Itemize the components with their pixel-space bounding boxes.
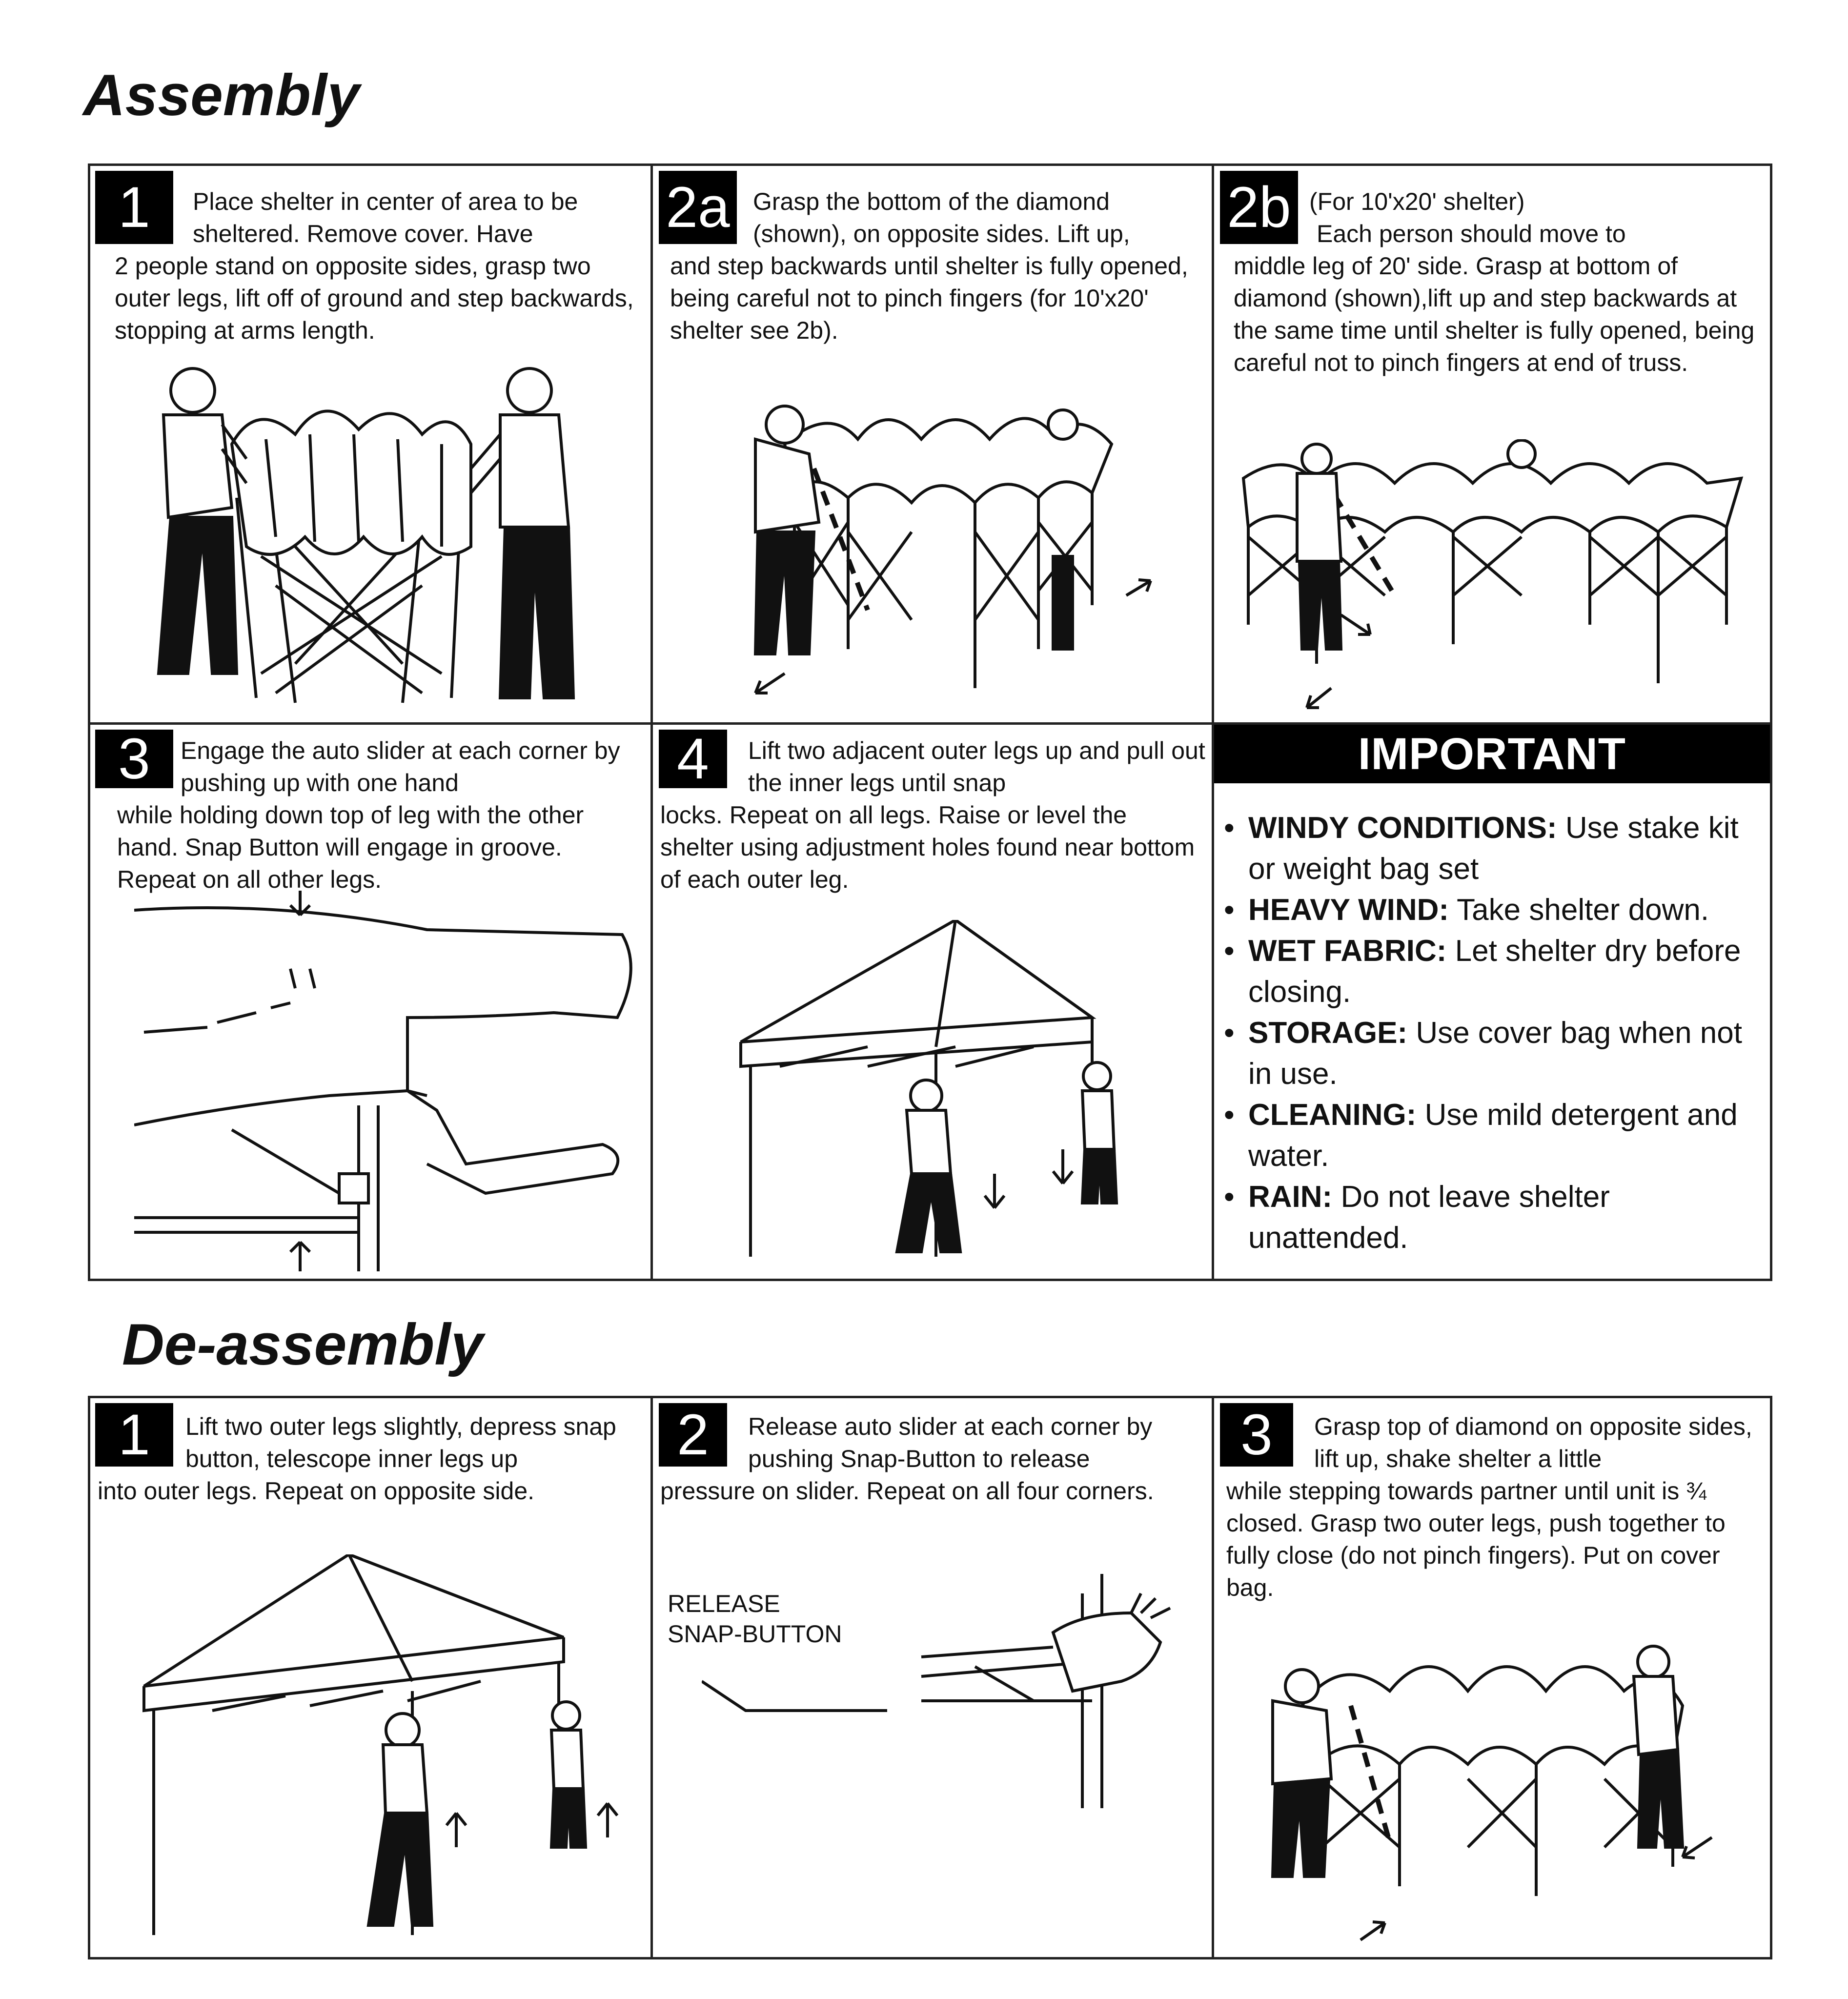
- important-item-rain: • RAIN: Do not leave shelter unattended.: [1224, 1180, 1610, 1255]
- opening-large-shelter-illustration: [1229, 439, 1756, 713]
- step-text: while stepping towards partner until unit is ¾ closed. Grasp two outer legs, push together to fully close (do not pinch fingers). Put on cover bag.: [1226, 1477, 1726, 1601]
- deassembly-step-2: [653, 1398, 1212, 1957]
- important-text: Do not leave shelter unattended.: [1248, 1180, 1610, 1255]
- assembly-step-3: [90, 725, 650, 1279]
- step-text: 2 people stand on opposite sides, grasp two outer legs, lift off of ground and step backwards, stopping at arms length.: [115, 252, 634, 344]
- important-list: [1219, 808, 1760, 1259]
- step-instructions: [98, 1410, 644, 1507]
- step-lead: Lift two outer legs slightly, depress snap button, telescope inner legs up: [185, 1413, 616, 1472]
- step-lead: Grasp the bottom of the diamond (shown), on opposite sides. Lift up,: [753, 188, 1130, 247]
- important-label: WET FABRIC:: [1248, 934, 1447, 968]
- important-item-windy: • WINDY CONDITIONS: Use stake kit or weight bag set: [1224, 811, 1739, 886]
- step-lead: Release auto slider at each corner by pushing Snap-Button to release: [748, 1413, 1153, 1472]
- auto-slider-engage-illustration: [134, 891, 642, 1271]
- assembly-step-2b: [1214, 166, 1770, 722]
- step-number: 3: [1220, 1403, 1293, 1467]
- important-item-storage: • STORAGE: Use cover bag when not in use.: [1224, 1016, 1742, 1091]
- release-label-line-2: SNAP-BUTTON: [668, 1620, 842, 1648]
- important-item-wet-fabric: • WET FABRIC: Let shelter dry before closing.: [1224, 934, 1741, 1009]
- important-text: Use cover bag when not in use.: [1248, 1016, 1742, 1091]
- step-number: 1: [95, 1403, 173, 1467]
- deassembly-heading: De-assembly: [122, 1312, 484, 1377]
- closing-shelter-illustration: [1243, 1632, 1761, 1945]
- important-text: Use mild detergent and water.: [1248, 1098, 1738, 1173]
- step-instructions: [670, 185, 1202, 347]
- step-text: middle leg of 20' side. Grasp at bottom of diamond (shown),lift up and step backwards at the same time until shelter is fully opened, being careful not to pinch fingers at end of truss.: [1234, 252, 1755, 376]
- lowering-canopy-legs-illustration: [139, 1554, 637, 1945]
- assembly-step-1: [90, 166, 650, 722]
- step-instructions: [117, 734, 644, 896]
- step-lead: (For 10'x20' shelter): [1309, 188, 1525, 215]
- important-text: Take shelter down.: [1457, 893, 1709, 927]
- step-text: pressure on slider. Repeat on all four corners.: [660, 1477, 1154, 1505]
- assembly-step-4: [653, 725, 1212, 1279]
- step-instructions: [1226, 1410, 1763, 1604]
- step-lead: Engage the auto slider at each corner by pushing up with one hand: [181, 737, 620, 796]
- step-text: while holding down top of leg with the other hand. Snap Button will engage in groove. Repeat on all other legs.: [117, 801, 584, 893]
- step-text: and step backwards until shelter is fully opened, being careful not to pinch fingers (for 10'x20' shelter see 2b).: [670, 252, 1188, 344]
- assembly-grid: [88, 163, 1772, 1281]
- step-lead-2: Each person should move to: [1317, 220, 1626, 247]
- important-item-cleaning: • CLEANING: Use mild detergent and water.: [1224, 1098, 1738, 1173]
- step-number: 1: [95, 171, 173, 244]
- two-people-lifting-folded-shelter-illustration: [149, 361, 588, 713]
- deassembly-grid: [88, 1396, 1772, 1959]
- step-number: 4: [659, 730, 727, 788]
- assembly-heading: Assembly: [83, 62, 360, 128]
- step-number: 2a: [659, 171, 737, 244]
- step-number: 2b: [1220, 171, 1298, 244]
- step-lead: Grasp top of diamond on opposite sides, lift up, shake shelter a little: [1314, 1413, 1752, 1472]
- important-text: Let shelter dry before closing.: [1248, 934, 1741, 1009]
- step-lead: Place shelter in center of area to be sheltered. Remove cover. Have: [193, 188, 578, 247]
- important-panel: [1214, 725, 1770, 1279]
- deassembly-step-1: [90, 1398, 650, 1957]
- step-number: 3: [95, 730, 173, 788]
- important-text: Use stake kit or weight bag set: [1248, 811, 1739, 886]
- important-label: WINDY CONDITIONS:: [1248, 811, 1557, 845]
- opening-shelter-diamond-illustration: [702, 395, 1170, 708]
- important-heading: IMPORTANT: [1214, 725, 1770, 783]
- step-number: 2: [659, 1403, 727, 1467]
- important-item-heavy-wind: • HEAVY WIND: Take shelter down.: [1224, 893, 1709, 927]
- important-label: RAIN:: [1248, 1180, 1333, 1214]
- step-text: locks. Repeat on all legs. Raise or level the shelter using adjustment holes found near bottom of each outer leg.: [660, 801, 1195, 893]
- important-label: CLEANING:: [1248, 1098, 1417, 1132]
- release-label-line-1: RELEASE: [668, 1590, 780, 1617]
- step-text: into outer legs. Repeat on opposite side.: [98, 1477, 535, 1505]
- step-instructions: [1234, 185, 1761, 379]
- release-snap-button-illustration: [702, 1574, 1190, 1808]
- important-label: HEAVY WIND:: [1248, 893, 1449, 927]
- canopy-raising-legs-illustration: [721, 920, 1190, 1262]
- step-instructions: [115, 185, 642, 347]
- step-lead: Lift two adjacent outer legs up and pull out the inner legs until snap: [748, 737, 1205, 796]
- assembly-step-2a: [653, 166, 1212, 722]
- important-label: STORAGE:: [1248, 1016, 1408, 1050]
- deassembly-step-3: [1214, 1398, 1770, 1957]
- step-instructions: [660, 734, 1207, 896]
- step-instructions: [660, 1410, 1207, 1507]
